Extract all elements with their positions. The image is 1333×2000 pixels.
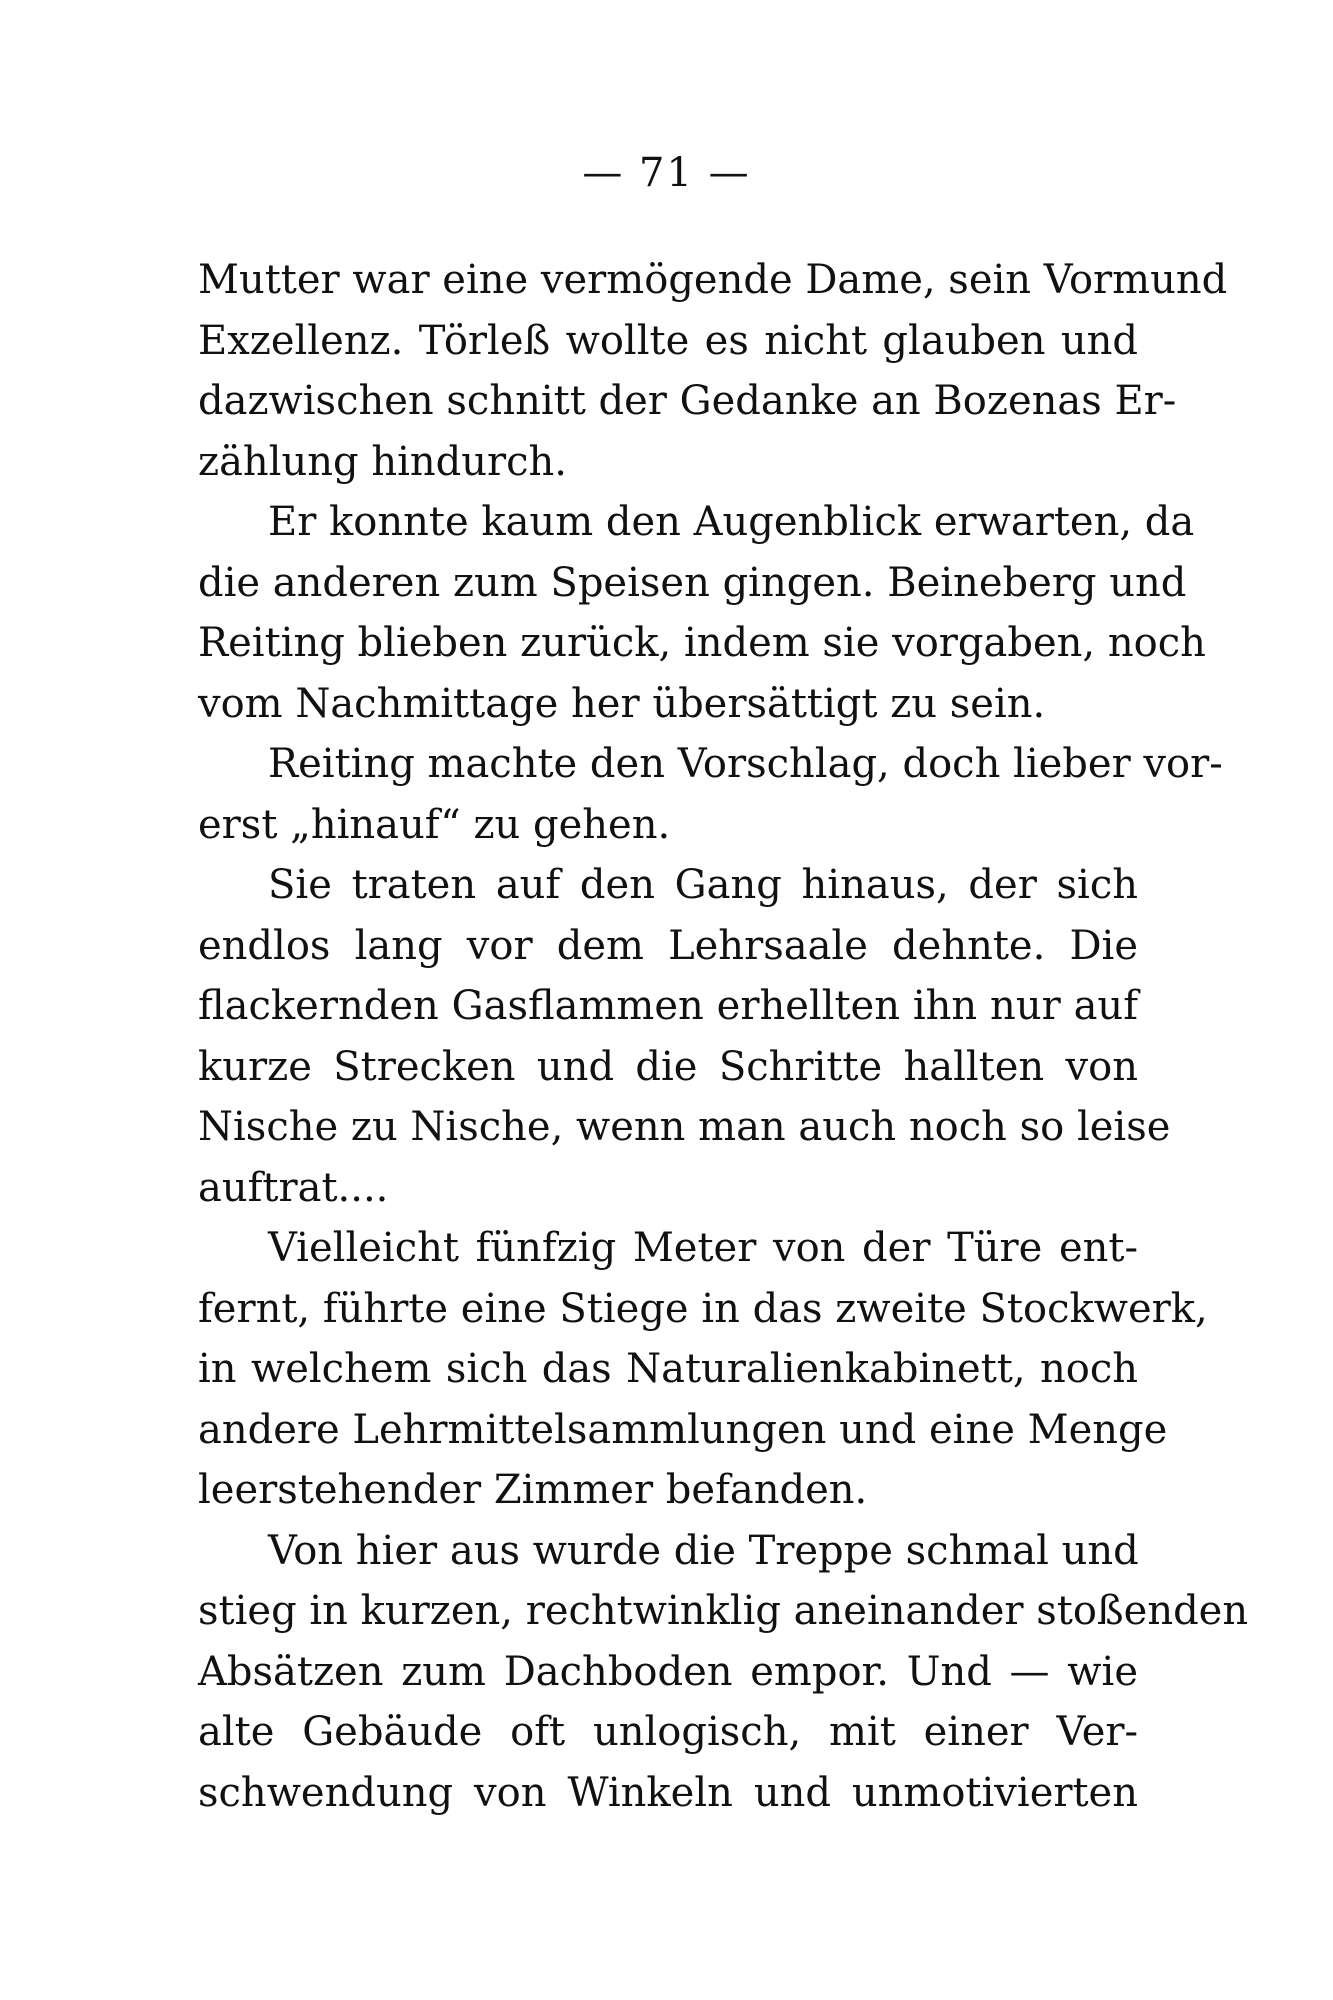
text-line: Reiting machte den Vorschlag, doch lieber vor- [268, 741, 1223, 787]
text-line: andere Lehrmittelsammlungen und eine Menge [198, 1406, 1168, 1453]
text-line: flackernden Gasflammen erhellten ihn nur auf [198, 983, 1138, 1029]
text-line: stieg in kurzen, rechtwinklig aneinander stoßenden [198, 1588, 1249, 1634]
text-line: schwendung von Winkeln und unmotivierten [198, 1769, 1138, 1816]
text-line: vom Nachmittage her übersättigt zu sein. [198, 680, 1046, 727]
text-line: Absätzen zum Dachboden empor. Und — wie [198, 1648, 1138, 1695]
text-line: erst „hinauf“ zu gehen. [198, 801, 671, 848]
text-line: Er konnte kaum den Augenblick erwarten, da [268, 499, 1195, 545]
text-line: alte Gebäude oft unlogisch, mit einer Ver- [198, 1709, 1138, 1755]
text-line: Exzellenz. Törleß wollte es nicht glauben und [198, 317, 1138, 364]
text-line: Nische zu Nische, wenn man auch noch so leise [198, 1104, 1171, 1150]
text-line: kurze Strecken und die Schritte hallten von [198, 1043, 1138, 1090]
text-line: auftrat.... [198, 1164, 389, 1211]
text-line: Vielleicht fünfzig Meter von der Türe ent- [268, 1225, 1138, 1271]
text-line: in welchem sich das Naturalienkabinett, noch [198, 1346, 1138, 1392]
text-line: die anderen zum Speisen gingen. Beineberg und [198, 559, 1187, 606]
text-line: leerstehender Zimmer befanden. [198, 1467, 868, 1513]
text-line: endlos lang vor dem Lehrsaale dehnte. Die [198, 922, 1138, 969]
text-line: Reiting blieben zurück, indem sie vorgaben, noch [198, 620, 1206, 666]
page-number: — 71 — [582, 150, 751, 196]
body-text [198, 250, 1249, 1823]
text-line: fernt, führte eine Stiege in das zweite Stockwerk, [198, 1285, 1208, 1332]
text-line: dazwischen schnitt der Gedanke an Bozenas Er- [198, 378, 1177, 424]
text-line: zählung hindurch. [198, 438, 568, 485]
text-line: Sie traten auf den Gang hinaus, der sich [268, 862, 1138, 908]
text-line: Von hier aus wurde die Treppe schmal und [268, 1527, 1139, 1574]
text-line: Mutter war eine vermögende Dame, sein Vormund [198, 257, 1228, 303]
